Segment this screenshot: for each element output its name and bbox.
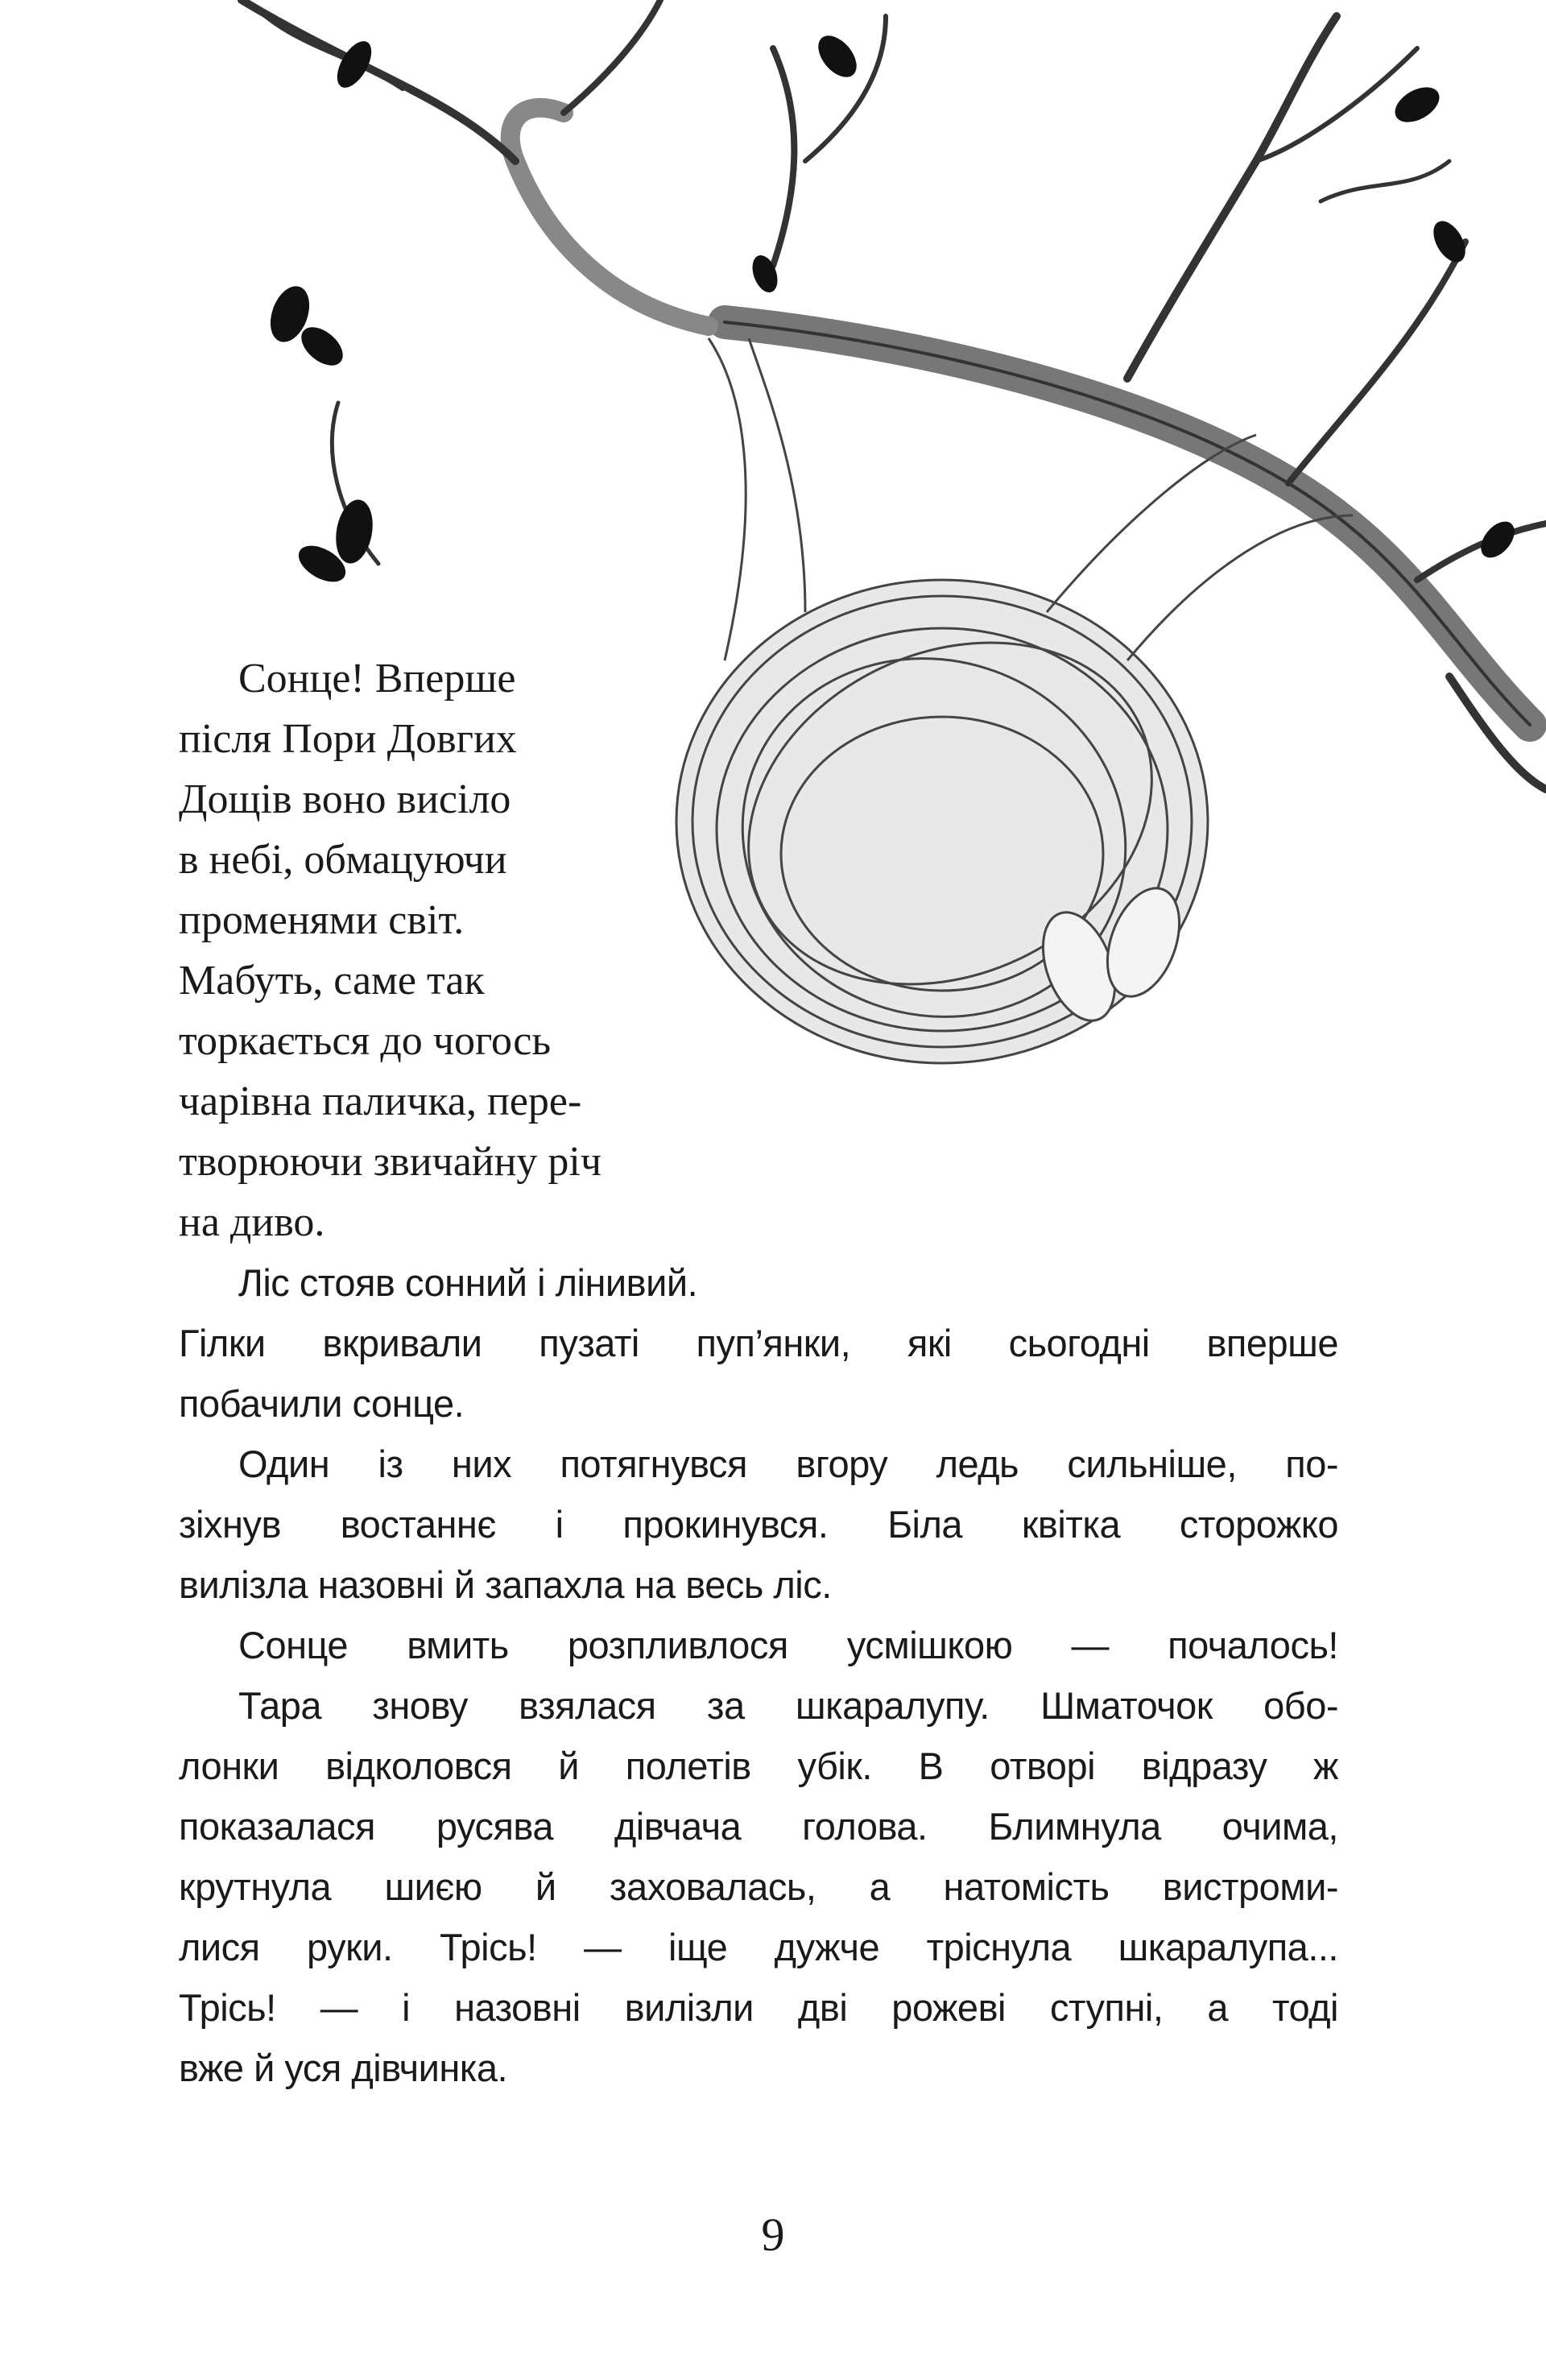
- paragraph-line: Тара знову взялася за шкаралупу. Шматочок обо-: [238, 1684, 1338, 1727]
- paragraph-line: Трісь! — і назовні вилізли дві рожеві ступні, а тоді: [179, 1986, 1338, 2029]
- paragraph-line: променями світ.: [179, 897, 465, 943]
- paragraph-line: Один із них потягнувся вгору ледь сильніше, по-: [238, 1442, 1338, 1485]
- paragraph-line: в небі, обмацуючи: [179, 837, 507, 883]
- paragraph-line: вже й уся дівчинка.: [179, 2047, 508, 2089]
- paragraph-line: торкається до чогось: [179, 1018, 552, 1064]
- paragraph-line: крутнула шиєю й заховалась, а натомість вистроми-: [179, 1865, 1338, 1908]
- paragraph-line: побачили сонце.: [179, 1382, 465, 1425]
- page-text: [179, 648, 1338, 2098]
- paragraph-line: Сонце! Вперше: [238, 656, 516, 702]
- paragraph-line: Сонце вмить розпливлося усмішкою — почалось!: [238, 1624, 1338, 1666]
- paragraph-line: лонки відколовся й полетів убік. В отворі відразу ж: [179, 1745, 1338, 1787]
- paragraph-line: творюючи звичайну річ: [179, 1139, 602, 1185]
- paragraph-line: чарівна паличка, пере-: [179, 1078, 582, 1124]
- paragraph-line: зіхнув востаннє і прокинувся. Біла квітка сторожко: [179, 1503, 1338, 1546]
- paragraph-line: показалася русява дівчача голова. Блимнула очима,: [179, 1805, 1338, 1848]
- page-number: 9: [761, 2208, 785, 2261]
- paragraph-line: Гілки вкривали пузаті пуп’янки, які сьогодні вперше: [179, 1322, 1338, 1364]
- paragraph-line: на диво.: [179, 1199, 325, 1245]
- paragraph-line: Мабуть, саме так: [179, 958, 485, 1004]
- paragraph-line: Дощів воно висіло: [179, 776, 511, 822]
- paragraph-line: лися руки. Трісь! — іще дужче тріснула шкаралупа...: [179, 1926, 1338, 1968]
- paragraph-line: вилізла назовні й запахла на весь ліс.: [179, 1563, 832, 1606]
- paragraph-line: після Пори Довгих: [179, 716, 517, 762]
- paragraph-line: Ліс стояв сонний і лінивий.: [238, 1261, 698, 1304]
